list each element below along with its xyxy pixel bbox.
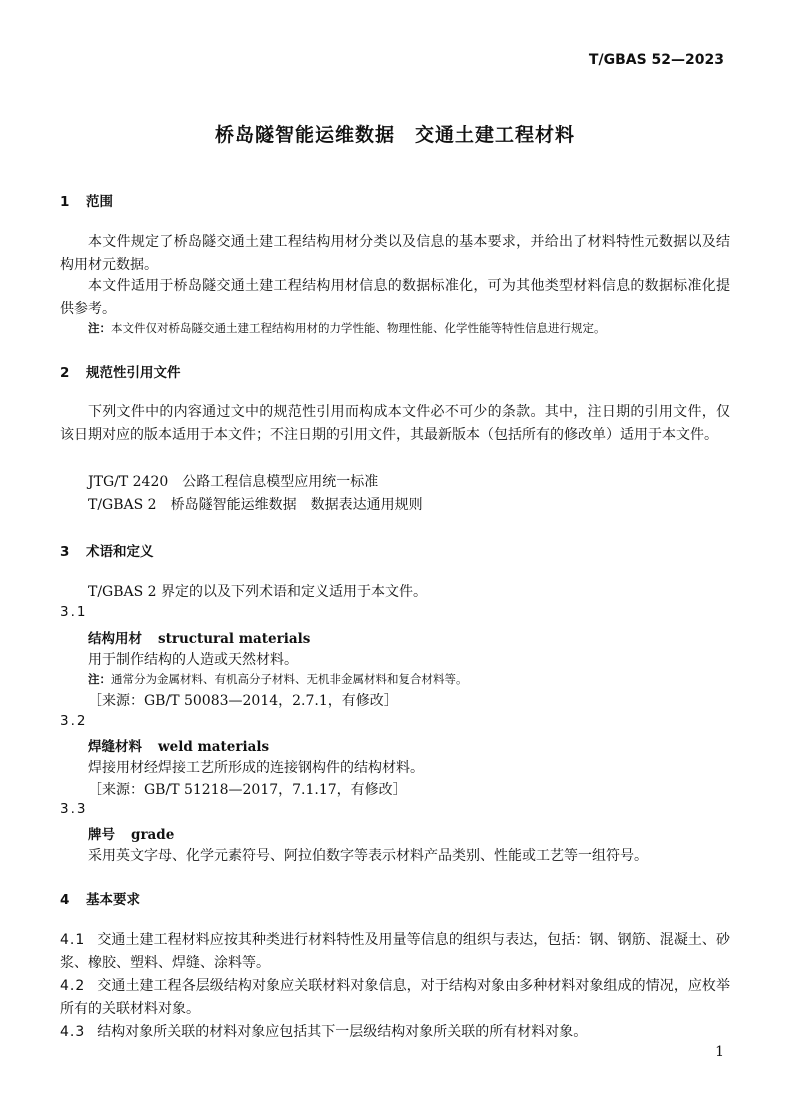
clause-number: 4.3 bbox=[60, 1024, 86, 1040]
reference-item: JTG/T 2420 公路工程信息模型应用统一标准 bbox=[88, 474, 379, 490]
note bbox=[88, 320, 606, 336]
term-number: 3.3 bbox=[60, 801, 88, 817]
paragraph: 下列文件中的内容通过文中的规范性引用而构成本文件必不可少的条款。其中，注日期的引用文件，仅该日期对应的版本适用于本文件；不注日期的引用文件，其最新版本（包括所有的修改单）适用于本文件。 bbox=[60, 404, 730, 443]
clause bbox=[60, 929, 730, 975]
section-title: 范围 bbox=[86, 194, 113, 210]
section-number: 4 bbox=[60, 892, 70, 908]
section-heading-terms bbox=[60, 540, 154, 560]
term-heading bbox=[88, 735, 269, 755]
term-heading bbox=[88, 627, 310, 647]
clause-text: 交通土建工程材料应按其种类进行材料特性及用量等信息的组织与表达，包括：钢、钢筋、混凝土、砂浆、橡胶、塑料、焊缝、涂料等。 bbox=[60, 932, 730, 971]
term-source: ［来源：GB/T 51218—2017，7.1.17，有修改］ bbox=[88, 782, 407, 798]
section-title: 基本要求 bbox=[86, 892, 140, 908]
document-title: 桥岛隧智能运维数据 交通土建工程材料 bbox=[214, 124, 575, 146]
paragraph: T/GBAS 2 界定的以及下列术语和定义适用于本文件。 bbox=[88, 584, 428, 600]
section-heading-normative-references bbox=[60, 361, 181, 381]
term-number: 3.1 bbox=[60, 604, 88, 620]
section-number: 2 bbox=[60, 365, 70, 381]
term-cn: 结构用材 bbox=[88, 631, 142, 647]
term-definition: 用于制作结构的人造或天然材料。 bbox=[88, 652, 298, 668]
term-cn: 牌号 bbox=[88, 827, 115, 843]
clause-text: 交通土建工程各层级结构对象应关联材料对象信息，对于结构对象由多种材料对象组成的情况，应枚举所有的关联材料对象。 bbox=[60, 978, 730, 1017]
term-definition: 焊接用材经焊接工艺所形成的连接钢构件的结构材料。 bbox=[88, 760, 424, 776]
clause bbox=[60, 975, 730, 1021]
term-en: weld materials bbox=[158, 739, 270, 755]
document-code: T/GBAS 52—2023 bbox=[588, 52, 724, 68]
term-definition: 采用英文字母、化学元素符号、阿拉伯数字等表示材料产品类别、性能或工艺等一组符号。 bbox=[88, 848, 648, 864]
note-label: 注： bbox=[88, 672, 111, 686]
section-title: 术语和定义 bbox=[86, 544, 154, 560]
clause-number: 4.1 bbox=[60, 932, 86, 948]
clause bbox=[60, 1021, 730, 1044]
note-label: 注： bbox=[88, 321, 111, 335]
section-number: 1 bbox=[60, 194, 70, 210]
term-heading bbox=[88, 823, 174, 843]
note bbox=[88, 671, 468, 687]
clause-number: 4.2 bbox=[60, 978, 86, 994]
section-title: 规范性引用文件 bbox=[86, 365, 181, 381]
note-text: 通常分为金属材料、有机高分子材料、无机非金属材料和复合材料等。 bbox=[111, 672, 468, 686]
paragraph: 本文件规定了桥岛隧交通土建工程结构用材分类以及信息的基本要求，并给出了材料特性元数据以及结构用材元数据。 bbox=[60, 234, 730, 273]
note-text: 本文件仅对桥岛隧交通土建工程结构用材的力学性能、物理性能、化学性能等特性信息进行规定。 bbox=[111, 321, 606, 335]
term-source: ［来源：GB/T 50083—2014，2.7.1，有修改］ bbox=[88, 693, 398, 709]
term-en: grade bbox=[131, 827, 175, 843]
reference-item: T/GBAS 2 桥岛隧智能运维数据 数据表达通用规则 bbox=[88, 497, 423, 513]
section-heading-scope bbox=[60, 190, 113, 210]
section-heading-basic-requirements bbox=[60, 888, 140, 908]
term-number: 3.2 bbox=[60, 713, 88, 729]
term-en: structural materials bbox=[158, 631, 311, 647]
section-number: 3 bbox=[60, 544, 70, 560]
paragraph: 本文件适用于桥岛隧交通土建工程结构用材信息的数据标准化，可为其他类型材料信息的数据标准化提供参考。 bbox=[60, 278, 730, 317]
term-cn: 焊缝材料 bbox=[88, 739, 142, 755]
page-number: 1 bbox=[715, 1044, 724, 1060]
clause-text: 结构对象所关联的材料对象应包括其下一层级结构对象所关联的所有材料对象。 bbox=[97, 1024, 588, 1040]
